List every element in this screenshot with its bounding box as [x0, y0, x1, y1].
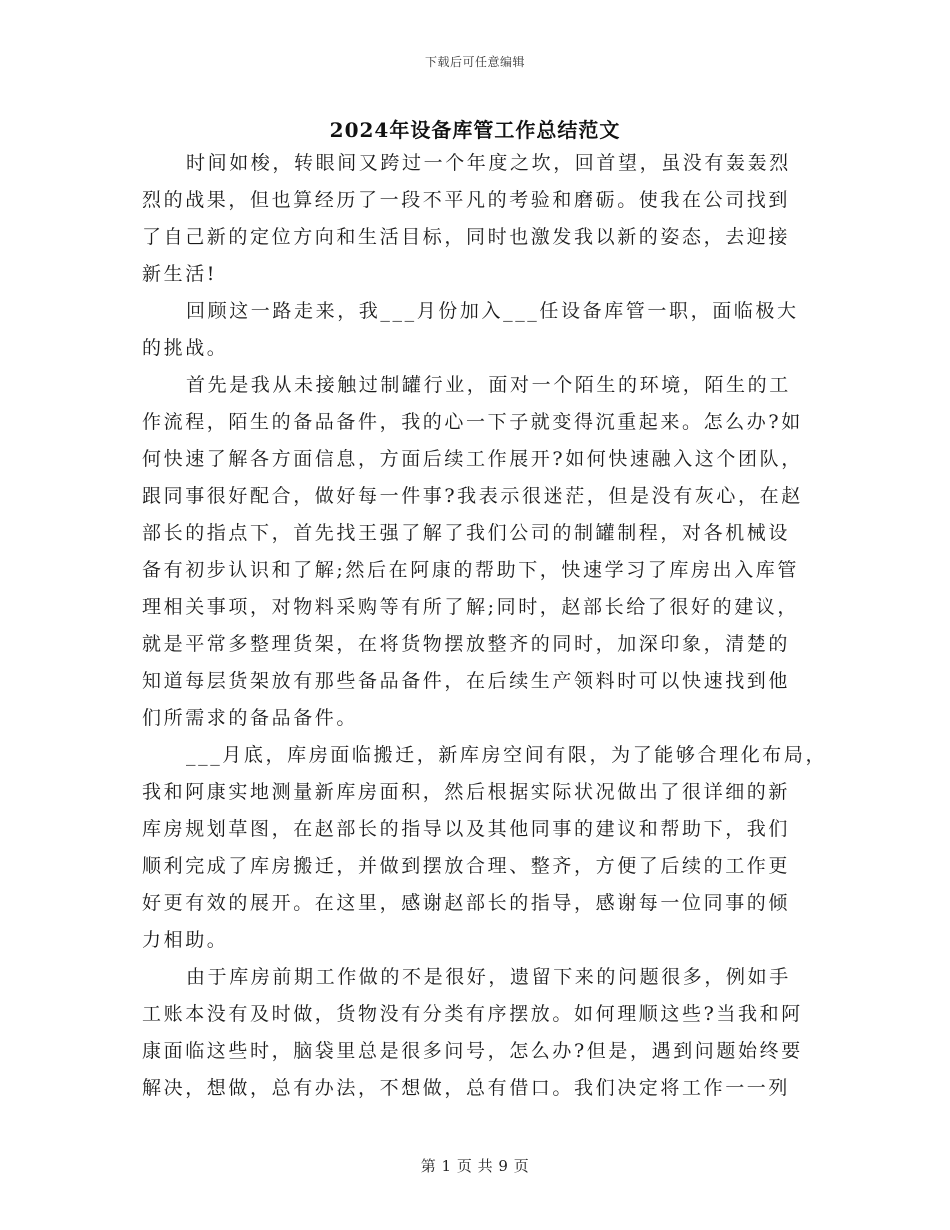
document-title: 2024年设备库管工作总结范文	[329, 118, 621, 142]
text-line: 时间如梭，转眼间又跨过一个年度之坎，回首望，虽没有轰轰烈	[186, 152, 791, 174]
text-line: 顺利完成了库房搬迁，并做到摆放合理、整齐，方便了后续的工作更	[142, 855, 791, 877]
text-line: 烈的战果，但也算经历了一段不平凡的考验和磨砺。使我在公司找到	[142, 189, 791, 211]
text-line: 的挑战。	[142, 337, 229, 359]
text-line: 解决，想做，总有办法，不想做，总有借口。我们决定将工作一一列	[142, 1077, 791, 1099]
text-line: 跟同事很好配合，做好每一件事?我表示很迷茫，但是没有灰心，在赵	[142, 485, 803, 507]
text-line: 何快速了解各方面信息，方面后续工作展开?如何快速融入这个团队，	[142, 448, 803, 470]
text-line: 作流程，陌生的备品备件，我的心一下子就变得沉重起来。怎么办?如	[142, 411, 803, 433]
text-line: 我和阿康实地测量新库房面积，然后根据实际状况做出了很详细的新	[142, 781, 791, 803]
page-header-note: 下载后可任意编辑	[424, 55, 525, 69]
page-number: 第 1 页 共 9 页	[420, 1157, 530, 1175]
text-line: 力相助。	[142, 929, 229, 951]
text-line: 由于库房前期工作做的不是很好，遗留下来的问题很多，例如手	[186, 966, 791, 988]
text-line: 部长的指点下，首先找王强了解了我们公司的制罐制程，对各机械设	[142, 522, 791, 544]
text-line: 首先是我从未接触过制罐行业，面对一个陌生的环境，陌生的工	[186, 374, 791, 396]
text-line: 回顾这一路走来，我___月份加入___任设备库管一职，面临极大	[186, 300, 799, 322]
text-line: 新生活!	[142, 263, 218, 285]
paragraph	[142, 293, 822, 367]
paragraph	[142, 959, 822, 1107]
paragraph	[142, 737, 828, 959]
paragraph	[142, 367, 822, 737]
text-line: 知道每层货架放有那些备品备件，在后续生产领料时可以快速找到他	[142, 670, 791, 692]
paragraph	[142, 145, 822, 293]
text-line: 备有初步认识和了解;然后在阿康的帮助下，快速学习了库房出入库管	[142, 559, 800, 581]
text-line: 理相关事项，对物料采购等有所了解;同时，赵部长给了很好的建议，	[142, 596, 800, 618]
text-line: 康面临这些时，脑袋里总是很多问号，怎么办?但是，遇到问题始终要	[142, 1040, 803, 1062]
text-line: 好更有效的展开。在这里，感谢赵部长的指导，感谢每一位同事的倾	[142, 892, 791, 914]
document-body	[142, 145, 828, 1107]
text-line: 就是平常多整理货架，在将货物摆放整齐的同时，加深印象，清楚的	[142, 633, 791, 655]
text-line: 们所需求的备品备件。	[142, 707, 359, 729]
text-line: 库房规划草图，在赵部长的指导以及其他同事的建议和帮助下，我们	[142, 818, 791, 840]
text-line: 了自己新的定位方向和生活目标，同时也激发我以新的姿态，去迎接	[142, 226, 791, 248]
text-line: ___月底，库房面临搬迁，新库房空间有限，为了能够合理化布局，	[186, 744, 828, 766]
text-line: 工账本没有及时做，货物没有分类有序摆放。如何理顺这些?当我和阿	[142, 1003, 803, 1025]
